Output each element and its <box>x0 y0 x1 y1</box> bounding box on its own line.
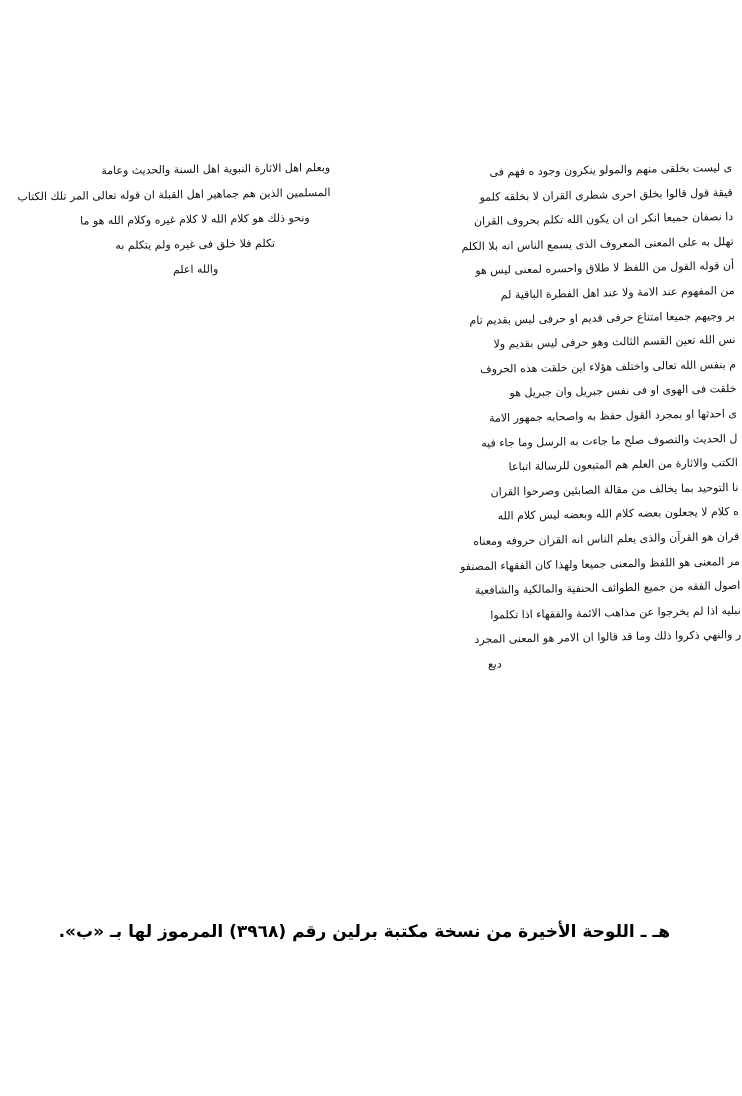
right-column-line: الكتب والاثارة من العلم هم المتبعون للرسالة اتباعا <box>508 456 739 474</box>
right-column-line: أن قوله القول من اللفظ لا طلاق واحسره لمعنى ليس هو <box>475 259 735 278</box>
left-column-line: تكلم فلا خلق فى غيره ولم يتكلم به <box>115 236 276 253</box>
right-column-line: دا نصفان جميعا انكر ان ان يكون الله تكلم بحروف القران <box>473 210 734 229</box>
right-column-line: م بنفس الله تعالى واختلف هؤلاء اين خلقت هذه الحروف <box>480 357 737 376</box>
right-column-line: ر والنهي ذكروا ذلك وما قد قالوا ان الامر هو المعنى المجرد <box>474 628 742 647</box>
right-column-line: قيقة قول قالوا بخلق احرى شطرى القران لا بخلقه كلمو <box>479 185 733 204</box>
right-column-line: مر المعنى هو اللفظ والمعنى جميعا ولهذا كان الفقهاء المصنفو <box>459 554 740 573</box>
right-column-line: ى ليست بخلقى منهم والمولو ينكرون وجود ه فهم فى <box>489 160 733 179</box>
left-column-line: ونحو ذلك هو كلام الله لا كلام غيره وكلام الله هو ما <box>80 211 310 228</box>
manuscript-right-column <box>432 156 742 678</box>
plate-caption: هـ ـ اللوحة الأخيرة من نسخة مكتبة برلين رقم (٣٩٦٨) المرموز لها بـ «ب». <box>58 922 670 942</box>
right-column-line: قران هو القرآن والذى يعلم الناس انه القران حروفه ومعناه <box>473 529 740 548</box>
right-column-line: اصول الفقه من جميع الطوائف الحنفية والمالكية والشافعية <box>474 579 741 598</box>
right-column-footer: ديع <box>487 657 502 671</box>
right-column-line: تهلل به على المعنى المعروف الذى يسمع الناس انه بلا الكلم <box>461 234 734 253</box>
right-column-line: ل الحديث والتصوف صلح ما جاءت به الرسل وما جاء فيه <box>481 431 738 450</box>
left-column-line: المسلمين الذين هم جماهير اهل القبلة ان قوله تعالى المر تلك الكتاب <box>17 185 331 204</box>
right-column-line: ه كلام لا يجعلون بعضه كلام الله وبعضه ليس كلام الله <box>497 505 739 523</box>
left-column-footer: والله اعلم <box>172 262 219 277</box>
manuscript-left-column <box>17 155 332 284</box>
right-column-line: نا التوحيد بما يخالف من مقالة الصابئين وصرحوا القران <box>490 480 739 499</box>
right-column-line: خلقت فى الهوى او فى نفس جبريل وان جبريل هو <box>509 382 737 400</box>
right-column-line: نبليه اذا لم يخرجوا عن مذاهب الائمة والفقهاء اذا تكلموا <box>490 603 741 622</box>
right-column-line: نس الله تعين القسم الثالث وهو حرفى ليس بقديم ولا <box>493 333 736 351</box>
right-column-line: بر وجيهم جميعا امتناع حرفى قديم او حرفى ليس بقديم تام <box>469 308 736 327</box>
right-column-line: من المفهوم عند الامة ولا عند اهل الفطرة الباقية لم <box>500 283 735 302</box>
left-column-line: وبعلم اهل الاثارة النبوية اهل السنة والحديث وعامة <box>101 160 331 178</box>
right-column-line: ى احدثها او بمجرد القول حفظ به واصحابه جمهور الامة <box>488 406 738 425</box>
